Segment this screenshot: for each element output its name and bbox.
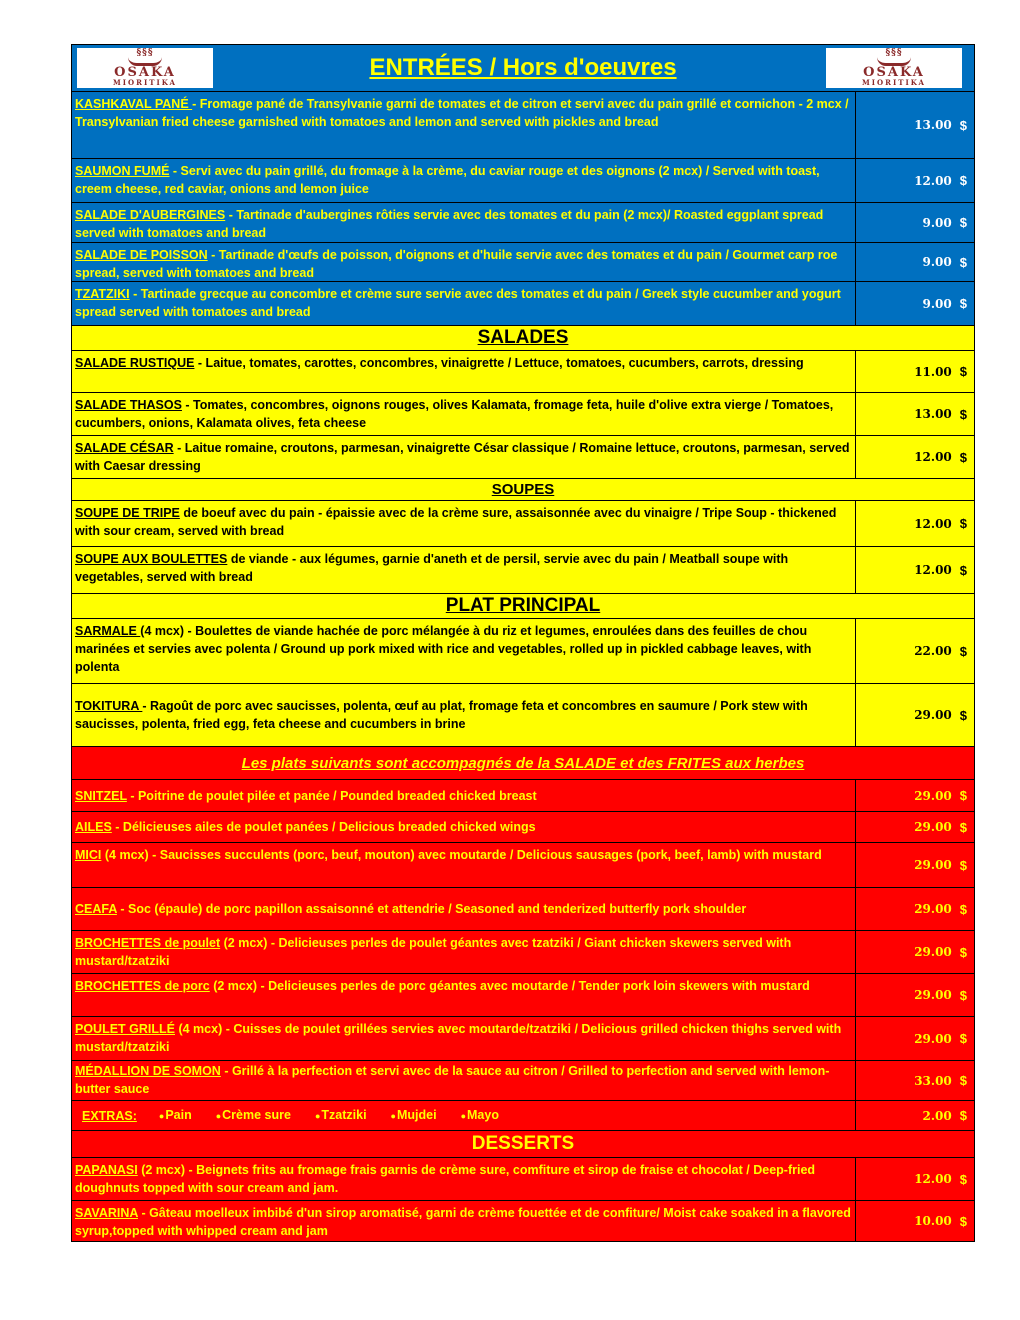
- item-price: 12.00 $: [914, 516, 967, 531]
- item-price: 10.00 $: [914, 1213, 967, 1229]
- item-name: SALADE CÉSAR: [75, 441, 174, 455]
- item-price: 12.00 $: [914, 1171, 967, 1187]
- extra-item: ●Mayo: [460, 1108, 499, 1122]
- item-price: 9.00 $: [922, 296, 967, 311]
- extra-item: ●Tzatziki: [314, 1108, 367, 1122]
- menu-item: [72, 282, 974, 326]
- item-name: SOUPE AUX BOULETTES: [75, 552, 228, 566]
- item-description: - Soc (épaule) de porc papillon assaisonné et attendrie / Seasoned and tenderized butterfly pork shoulder: [116, 902, 747, 916]
- item-description: - Grillé à la perfection et servi avec de la sauce au citron / Grilled to perfection and served with lemon-butter sauce: [75, 1064, 830, 1096]
- item-name: BROCHETTES de porc: [75, 979, 210, 993]
- item-description: (4 mcx) - Boulettes de viande hachée de porc mélangée à du riz et legumes, enroulées dans des feuilles de chou marinées et servies avec polenta / Ground up pork mixed with rice and vegetables, rolled up in pickled cabbage leaves, with polenta: [75, 624, 812, 674]
- item-description: - Gâteau moelleux imbibé d'un sirop aromatisé, garni de crème fouettée et de confiture/ Moist cake soaked in a flavored syrup,topped with whipped cream and jam: [75, 1206, 851, 1238]
- item-description: - Tartinade grecque au concombre et crème sure servie avec des tomates et du pain / Greek style cucumber and yogurt spread served with tomatoes and bread: [75, 287, 841, 319]
- menu-item: [72, 888, 974, 931]
- item-description: (4 mcx) - Saucisses succulents (porc, beuf, mouton) avec moutarde / Delicious sausages (pork, beef, lamb) with mustard: [101, 848, 822, 862]
- menu-item: [72, 974, 974, 1017]
- plat-title: PLAT PRINCIPAL: [445, 595, 601, 616]
- item-name: SOUPE DE TRIPE: [75, 506, 180, 520]
- item-description: de boeuf avec du pain - épaissie avec de la crème sure, assaisonnée avec du vinaigre / Tripe Soup - thickened with sour cream, served with bread: [75, 506, 837, 538]
- item-name: SALADE RUSTIQUE: [75, 356, 195, 370]
- soupes-title: SOUPES: [491, 481, 555, 498]
- menu-item: [72, 203, 974, 243]
- item-price: 29.00 $: [914, 857, 967, 873]
- menu-item: [72, 684, 974, 747]
- item-name: SALADE DE POISSON: [75, 248, 208, 262]
- item-price: 9.00 $: [922, 215, 967, 230]
- item-price: 29.00 $: [914, 901, 967, 917]
- menu-item: [72, 501, 974, 547]
- item-price: 12.00 $: [914, 562, 967, 578]
- person-icon: ●: [460, 1111, 467, 1121]
- item-price: 11.00 $: [914, 364, 967, 379]
- plat-header: [72, 594, 974, 619]
- menu-item: [72, 619, 974, 684]
- menu-item: [72, 436, 974, 479]
- item-name: AILES: [75, 820, 112, 834]
- item-name: KASHKAVAL PANÉ: [75, 97, 193, 111]
- desserts-header: [72, 1131, 974, 1158]
- item-name: SAUMON FUMÉ: [75, 164, 170, 178]
- menu-table: [71, 44, 975, 1242]
- menu-item: [72, 931, 974, 974]
- item-price: 9.00 $: [922, 254, 967, 270]
- item-name: TOKITURA: [75, 699, 143, 713]
- item-price: 22.00 $: [914, 643, 967, 659]
- item-name: SAVARINA: [75, 1206, 138, 1220]
- item-description: (2 mcx) - Delicieuses perles de porc géantes avec moutarde / Tender pork loin skewers with mustard: [209, 979, 810, 993]
- item-name: TZATZIKI: [75, 287, 130, 301]
- extra-item: ●Crème sure: [215, 1108, 291, 1122]
- extra-item: ●Pain: [158, 1108, 192, 1122]
- item-description: - Laitue, tomates, carottes, concombres, vinaigrette / Lettuce, tomatoes, cucumbers, carrots, dressing: [194, 356, 804, 370]
- extras-row: [72, 1101, 974, 1131]
- item-description: - Poitrine de poulet pilée et panée / Pounded breaded chicked breast: [126, 789, 537, 803]
- person-icon: ●: [158, 1111, 165, 1121]
- person-icon: ●: [314, 1111, 321, 1121]
- menu-item: [72, 1061, 974, 1101]
- person-icon: ●: [215, 1111, 222, 1121]
- item-price: 12.00 $: [914, 173, 967, 188]
- item-description: - Délicieuses ailes de poulet panées / Delicious breaded chicked wings: [111, 820, 536, 834]
- item-name: SNITZEL: [75, 789, 127, 803]
- item-description: - Laitue romaine, croutons, parmesan, vinaigrette César classique / Romaine lettuce, croutons, parmesan, served with Caesar dressing: [75, 441, 850, 473]
- item-price: 29.00 $: [914, 944, 967, 960]
- item-description: - Tomates, concombres, oignons rouges, olives Kalamata, fromage feta, huile d'olive extra vierge / Tomatoes, cucumbers, onions, Kalamata olives, feta cheese: [75, 398, 834, 430]
- menu-item: [72, 393, 974, 436]
- menu-item: [72, 812, 974, 843]
- menu-item: [72, 1017, 974, 1061]
- item-price: 29.00 $: [914, 788, 967, 803]
- entrees-title: ENTRÉES / Hors d'oeuvres: [369, 54, 677, 81]
- soupes-header: [72, 479, 974, 501]
- item-name: BROCHETTES de poulet: [75, 936, 221, 950]
- menu-item: [72, 843, 974, 888]
- item-price: 29.00 $: [914, 1031, 967, 1046]
- accomp-title: Les plats suivants sont accompagnés de la SALADE et des FRITES aux herbes: [241, 754, 805, 772]
- item-name: MÉDALLION DE SOMON: [75, 1064, 221, 1078]
- salades-header: [72, 326, 974, 351]
- extras-label: EXTRAS:: [82, 1108, 137, 1123]
- item-description: - Fromage pané de Transylvanie garni de tomates et de citron et servi avec du pain grillé et cornichon - 2 mcx / Transylvanian fried cheese garnished with tomatoes and lemon and served with pickles and bread: [75, 97, 849, 129]
- menu-item: [72, 243, 974, 282]
- item-name: PAPANASI: [75, 1163, 138, 1177]
- item-name: POULET GRILLÉ: [75, 1022, 175, 1036]
- extras-price: 2.00 $: [922, 1108, 967, 1123]
- item-name: SALADE THASOS: [75, 398, 182, 412]
- extra-item: ●Mujdei: [390, 1108, 437, 1122]
- salades-title: SALADES: [477, 327, 569, 348]
- menu-item: [72, 547, 974, 594]
- item-description: - Tartinade d'œufs de poisson, d'oignons et d'huile servie avec des tomates et du pain / Gourmet carp roe spread, served with tomatoes and bread: [75, 248, 838, 280]
- item-name: SALADE D'AUBERGINES: [75, 208, 226, 222]
- item-price: 33.00 $: [914, 1073, 967, 1088]
- item-price: 12.00 $: [914, 449, 967, 465]
- entrees-header: [72, 45, 974, 92]
- item-description: de viande - aux légumes, garnie d'aneth et de persil, servie avec du pain / Meatball soupe with vegetables, served with bread: [75, 552, 789, 584]
- menu-item: [72, 1158, 974, 1201]
- menu-item: [72, 780, 974, 812]
- item-price: 29.00 $: [914, 987, 967, 1003]
- accomp-header: [72, 747, 974, 780]
- menu-item: [72, 159, 974, 203]
- item-name: MICI: [75, 848, 102, 862]
- item-price: 13.00 $: [914, 117, 967, 133]
- osaka-logo-left: §§§ OSAKA MIORITIKA: [77, 48, 213, 88]
- item-price: 29.00 $: [914, 819, 967, 835]
- menu-item: [72, 1201, 974, 1241]
- item-description: - Tartinade d'aubergines rôties servie avec des tomates et du pain (2 mcx)/ Roasted eggplant spread served with tomatoes and bread: [75, 208, 824, 240]
- item-description: (2 mcx) - Delicieuses perles de poulet géantes avec tzatziki / Giant chicken skewers served with mustard/tzatziki: [75, 936, 792, 968]
- item-name: CEAFA: [75, 902, 117, 916]
- item-description: (2 mcx) - Beignets frits au fromage frais garnis de crème sure, comfiture et sirop de fraise et chocolat / Deep-fried doughnuts topped with sour cream and jam.: [75, 1163, 816, 1195]
- item-price: 29.00 $: [914, 707, 967, 723]
- item-description: - Ragoût de porc avec saucisses, polenta, œuf au plat, fromage feta et concombres en saumure / Pork stew with saucisses, polenta, fried egg, feta cheese and cucumbers in brine: [75, 699, 808, 731]
- menu-item: [72, 92, 974, 159]
- item-description: (4 mcx) - Cuisses de poulet grillées servies avec moutarde/tzatziki / Delicious grilled chicken thighs served with mustard/tzatziki: [75, 1022, 842, 1054]
- item-description: - Servi avec du pain grillé, du fromage à la crème, du caviar rouge et des oignons (2 mcx) / Served with toast, creem cheese, red caviar, onions and lemon juice: [75, 164, 820, 196]
- osaka-logo-right: §§§ OSAKA MIORITIKA: [826, 48, 962, 88]
- item-price: 13.00 $: [914, 406, 967, 422]
- item-name: SARMALE: [75, 624, 141, 638]
- desserts-title: DESSERTS: [471, 1133, 575, 1154]
- person-icon: ●: [390, 1111, 396, 1121]
- menu-item: [72, 351, 974, 393]
